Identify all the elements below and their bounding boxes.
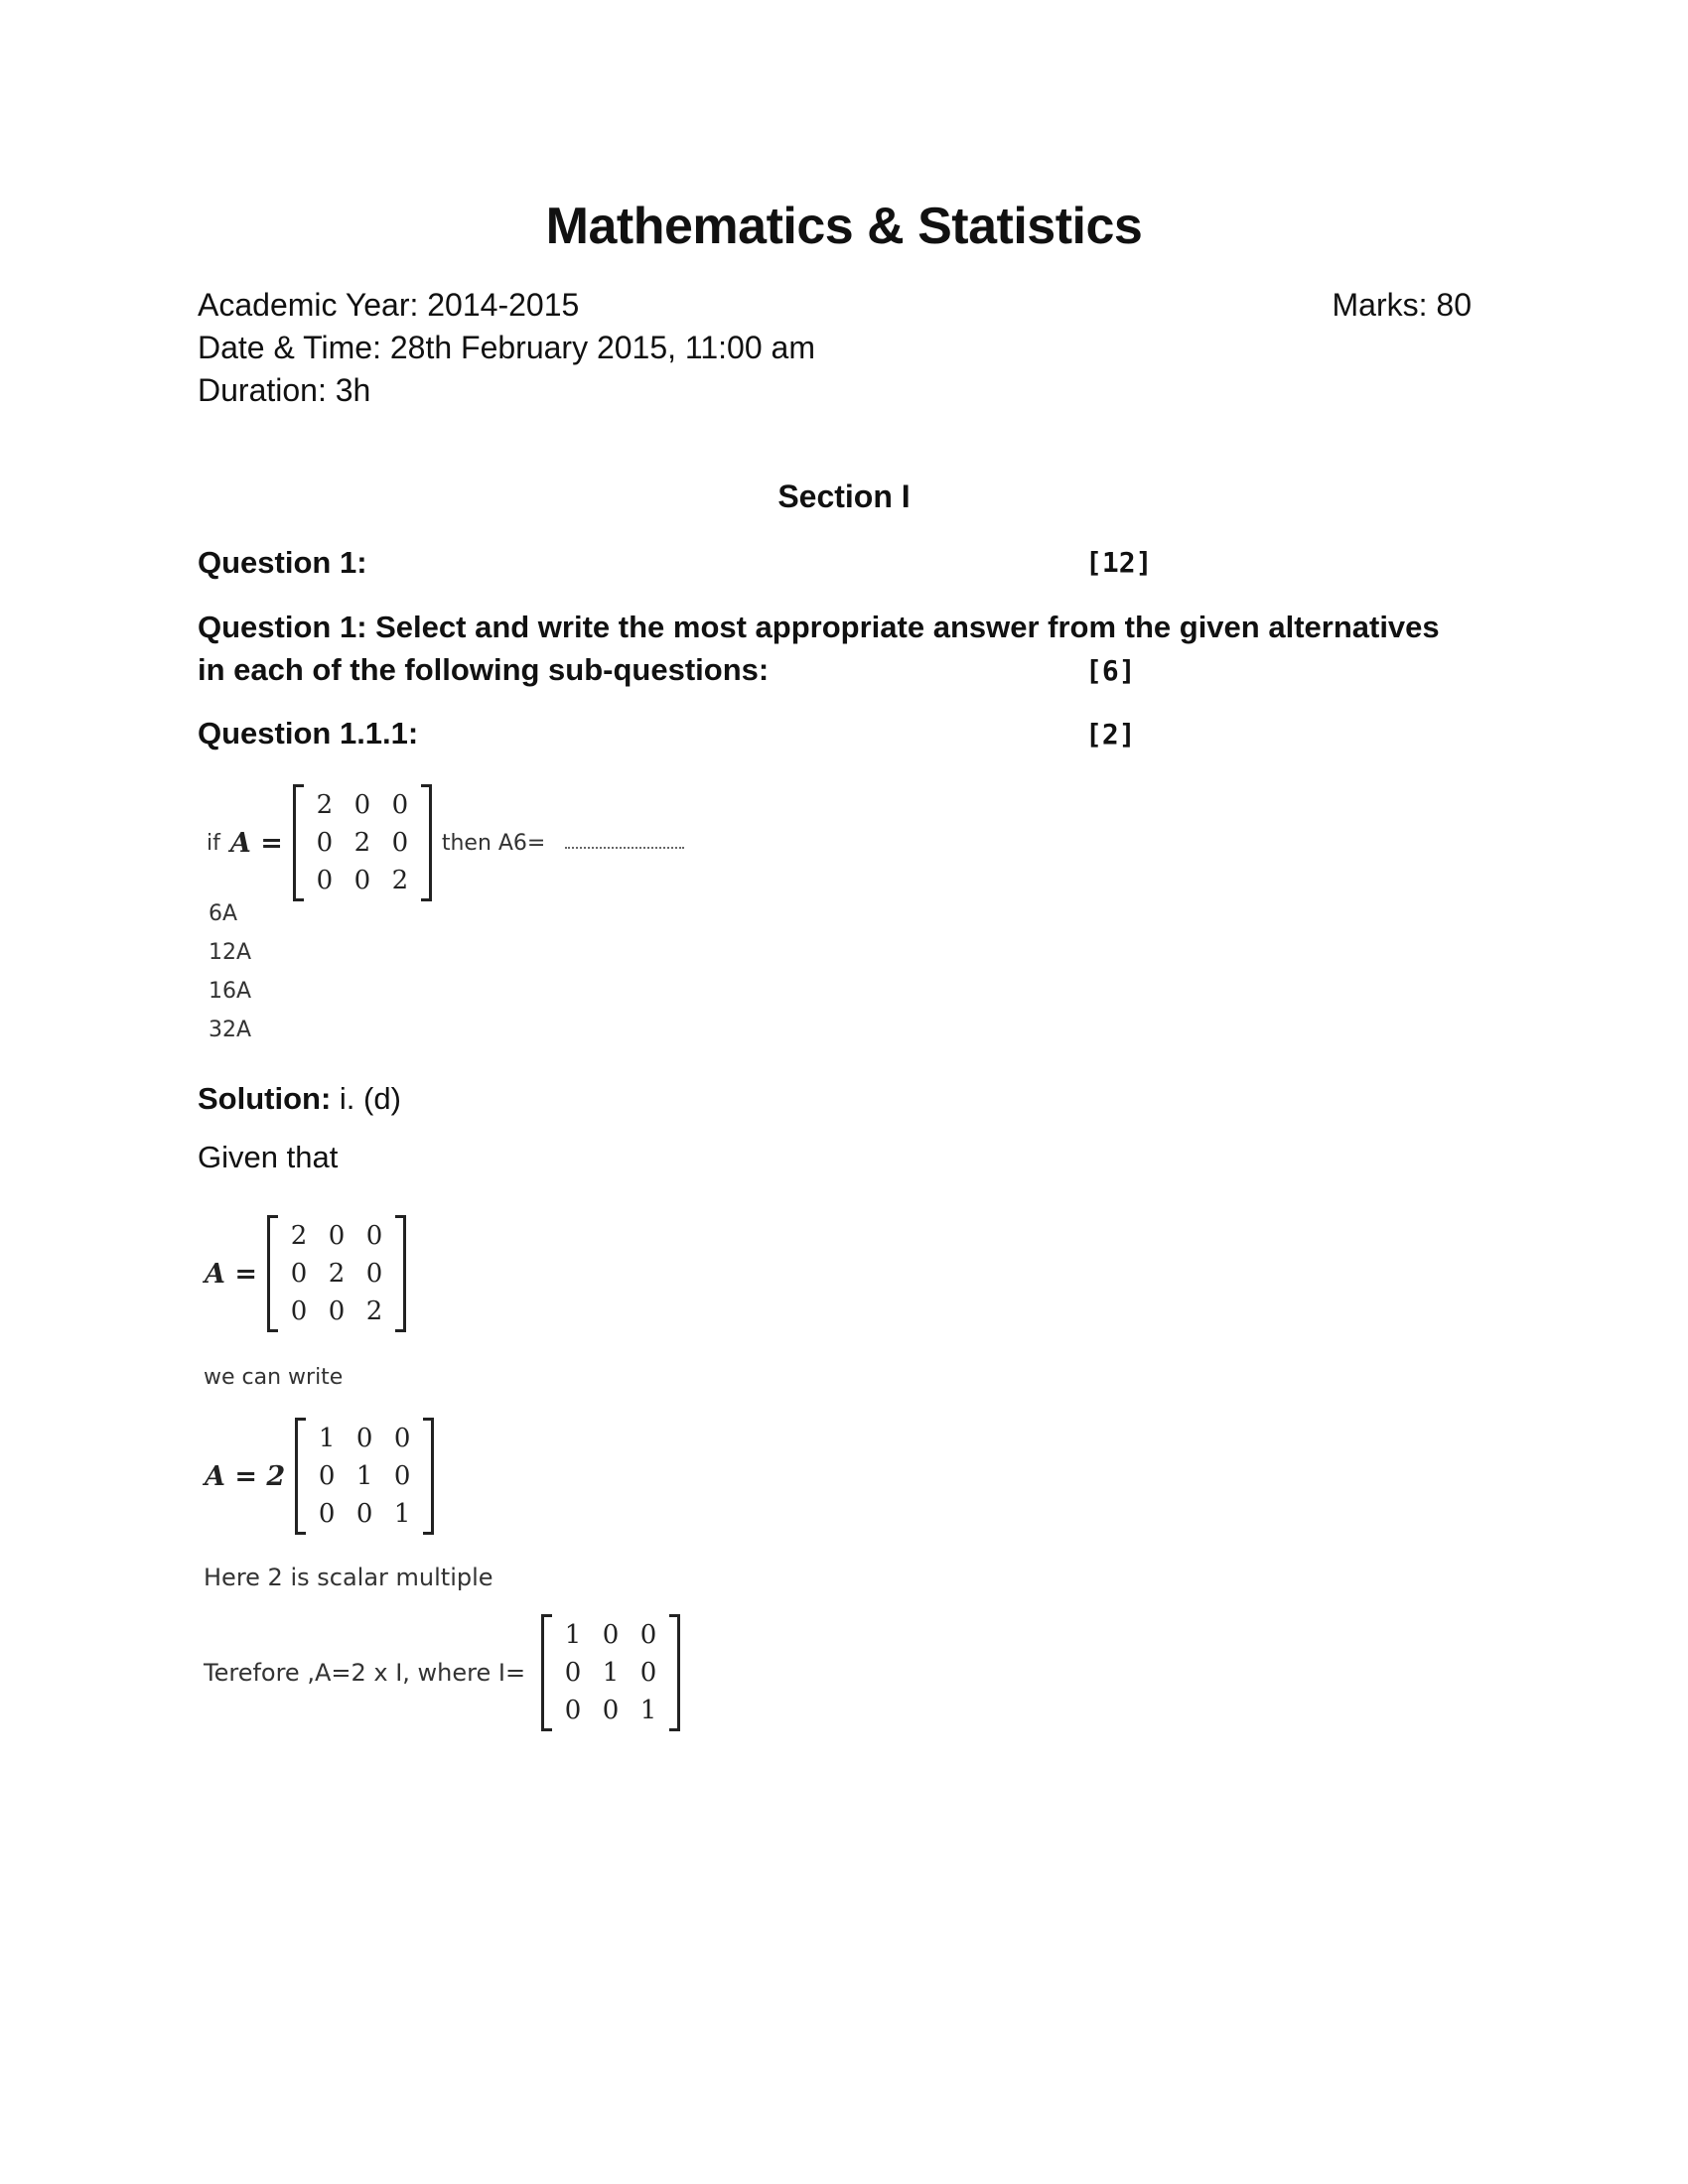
identity-matrix: 1 0 0 0 1 0 0 0 1 — [295, 1418, 434, 1535]
question-1-instruction-line1: Question 1: Select and write the most appropriate answer from the given alternatives — [198, 610, 1440, 644]
identity-matrix-2: 1 0 0 0 1 0 0 0 1 — [541, 1614, 680, 1731]
answer-blank — [565, 837, 684, 849]
section-title: Section I — [777, 478, 911, 514]
option-a: 6A — [209, 901, 238, 926]
question-1-1-1-marks: [2] — [1085, 718, 1136, 751]
duration: Duration: 3h — [198, 372, 371, 408]
prompt-prefix: if — [207, 830, 220, 856]
option-d: 32A — [209, 1018, 252, 1042]
matrix-a: 2 0 0 0 2 0 0 0 2 — [267, 1215, 406, 1332]
solution-label: Solution: — [198, 1081, 332, 1116]
option-c: 16A — [209, 979, 252, 1004]
option-b: 12A — [209, 940, 252, 965]
given-that: Given that — [198, 1140, 339, 1174]
document-title: Mathematics & Statistics — [545, 198, 1143, 255]
prompt-suffix: then A6= — [441, 830, 546, 856]
academic-year: Academic Year: 2014-2015 — [198, 287, 580, 323]
solution-heading — [198, 1081, 401, 1117]
we-can-write: we can write — [204, 1365, 344, 1390]
matrix-a: 2 0 0 0 2 0 0 0 2 — [293, 784, 432, 901]
question-1-1-1-label: Question 1.1.1: — [198, 716, 419, 751]
solution-answer: i. (d) — [339, 1081, 401, 1116]
therefore-text: Terefore ,A=2 x I, where I= — [204, 1659, 526, 1687]
matrix-lhs: A = — [229, 827, 283, 859]
left-bracket — [295, 1418, 306, 1535]
question-1-instruction-line2: in each of the following sub-questions: — [198, 652, 770, 687]
right-bracket — [421, 784, 432, 901]
right-bracket — [395, 1215, 406, 1332]
therefore-expression — [204, 1614, 680, 1731]
question-1-instruction-marks: [6] — [1085, 654, 1136, 687]
solution-matrix-a: A = 2 0 0 0 2 0 0 0 2 — [205, 1215, 406, 1332]
question-1-label: Question 1: — [198, 545, 367, 580]
left-bracket — [267, 1215, 278, 1332]
total-marks: Marks: 80 — [1332, 287, 1472, 323]
left-bracket — [293, 784, 304, 901]
scaled-identity-expression: A = 2 1 0 0 0 1 0 0 0 1 — [205, 1418, 434, 1535]
right-bracket — [669, 1614, 680, 1731]
left-bracket — [541, 1614, 552, 1731]
date-time: Date & Time: 28th February 2015, 11:00 am — [198, 330, 815, 365]
right-bracket — [423, 1418, 434, 1535]
question-1-1-1-prompt — [207, 784, 684, 901]
scalar-note: Here 2 is scalar multiple — [204, 1564, 493, 1591]
question-1-marks: [12] — [1085, 546, 1153, 579]
